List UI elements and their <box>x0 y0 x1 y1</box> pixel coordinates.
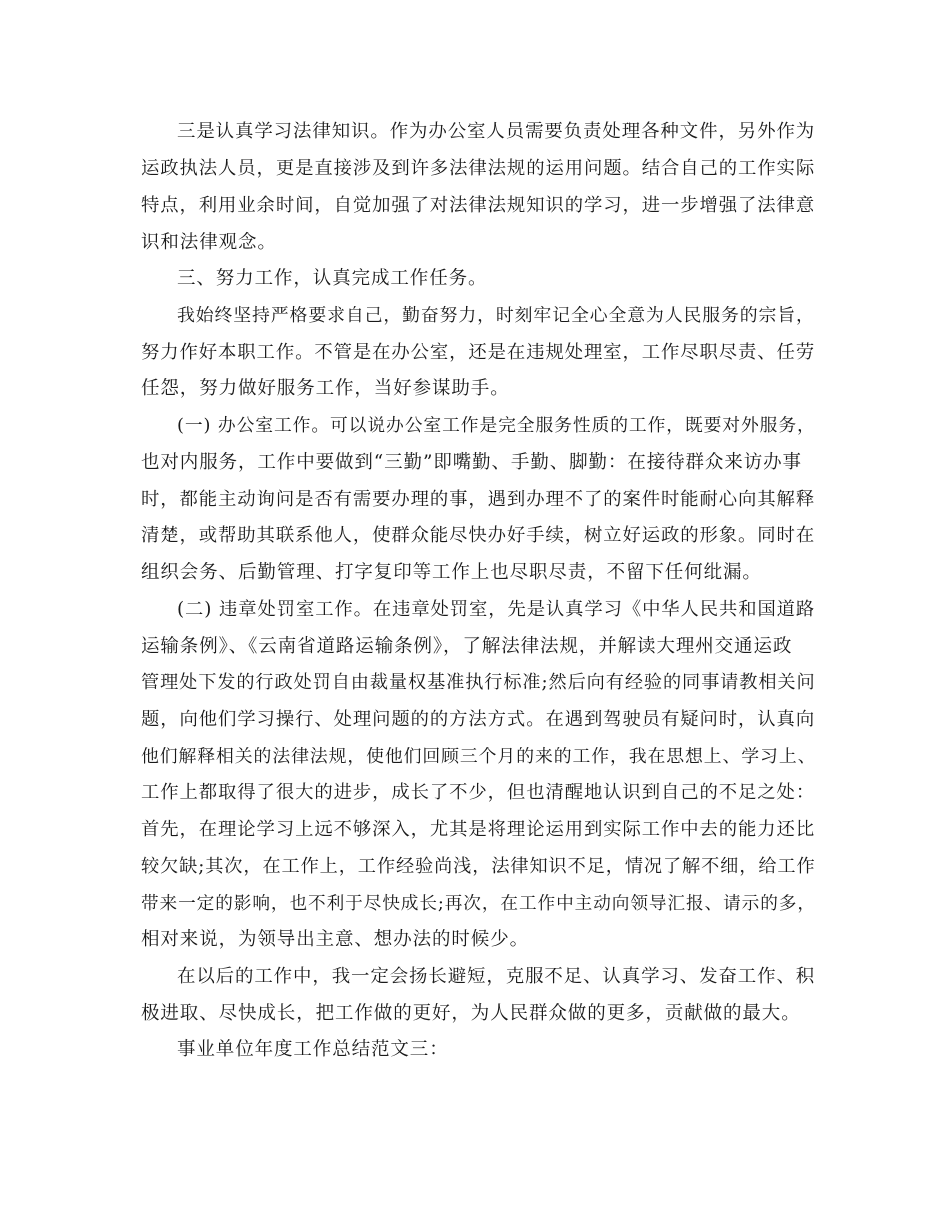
paragraph-line: 极进取、尽快成长，把工作做的更好，为人民群众做的更多，贡献做的最大。 <box>141 1003 801 1024</box>
section-heading: 三、努力工作，认真完成工作任务。 <box>177 268 488 289</box>
paragraph-line: 工作上都取得了很大的进步，成长了不少，但也清醒地认识到自己的不足之处： <box>141 782 816 803</box>
paragraph-line: 运政执法人员，更是直接涉及到许多法律法规的运用问题。结合自己的工作实际 <box>141 158 816 179</box>
paragraph-line: 带来一定的影响，也不利于尽快成长;再次，在工作中主动向领导汇报、请示的多， <box>141 894 816 914</box>
paragraph-line: 他们解释相关的法律法规，使他们回顾三个月的来的工作，我在思想上、学习上、 <box>141 746 817 767</box>
paragraph-line: 管理处下发的行政处罚自由裁量权基准执行标准;然后向有经验的同事请教相关问 <box>141 672 816 693</box>
paragraph-line: 题，向他们学习操行、处理问题的的方法方式。在遇到驾驶员有疑问时，认真向 <box>141 709 816 730</box>
paragraph-line: 清楚，或帮助其联系他人，使群众能尽快办好手续，树立好运政的形象。同时在 <box>141 525 816 546</box>
paragraph-line: 时，都能主动询问是否有需要办理的事，遇到办理不了的案件时能耐心向其解释 <box>141 489 816 510</box>
paragraph-line: 相对来说，为领导出主意、想办法的时候少。 <box>141 929 530 950</box>
paragraph-line: 三是认真学习法律知识。作为办公室人员需要负责处理各种文件，另外作为 <box>177 121 816 142</box>
paragraph-line: 特点，利用业余时间，自觉加强了对法律法规知识的学习，进一步增强了法律意 <box>141 195 816 216</box>
paragraph-line: 在以后的工作中，我一定会扬长避短，克服不足、认真学习、发奋工作、积 <box>177 966 816 987</box>
paragraph-line: 运输条例》、《云南省道路运输条例》，了解法律法规，并解读大理州交通运政 <box>141 636 793 657</box>
paragraph-line: 任怨，努力做好服务工作，当好参谋助手。 <box>141 378 510 399</box>
paragraph-line: (一) 办公室工作。可以说办公室工作是完全服务性质的工作，既要对外服务， <box>177 415 816 436</box>
paragraph-line: 也对内服务，工作中要做到“三勤”即嘴勤、手勤、脚勤：在接待群众来访办事 <box>141 452 802 473</box>
paragraph-line: (二) 违章处罚室工作。在违章处罚室，先是认真学习《中华人民共和国道路 <box>177 599 816 620</box>
paragraph-line: 努力作好本职工作。不管是在办公室，还是在违规处理室，工作尽职尽责、任劳 <box>141 342 816 363</box>
paragraph-line: 我始终坚持严格要求自己，勤奋努力，时刻牢记全心全意为人民服务的宗旨， <box>177 305 815 326</box>
paragraph-line: 识和法律观念。 <box>141 232 277 253</box>
paragraph-line: 首先，在理论学习上远不够深入，尤其是将理论运用到实际工作中去的能力还比 <box>141 819 816 840</box>
section-heading: 事业单位年度工作总结范文三： <box>177 1039 449 1060</box>
paragraph-line: 较欠缺;其次，在工作上，工作经验尚浅，法律知识不足，情况了解不细，给工作 <box>141 856 816 877</box>
paragraph-line: 组织会务、后勤管理、打字复印等工作上也尽职尽责，不留下任何纰漏。 <box>141 562 762 583</box>
